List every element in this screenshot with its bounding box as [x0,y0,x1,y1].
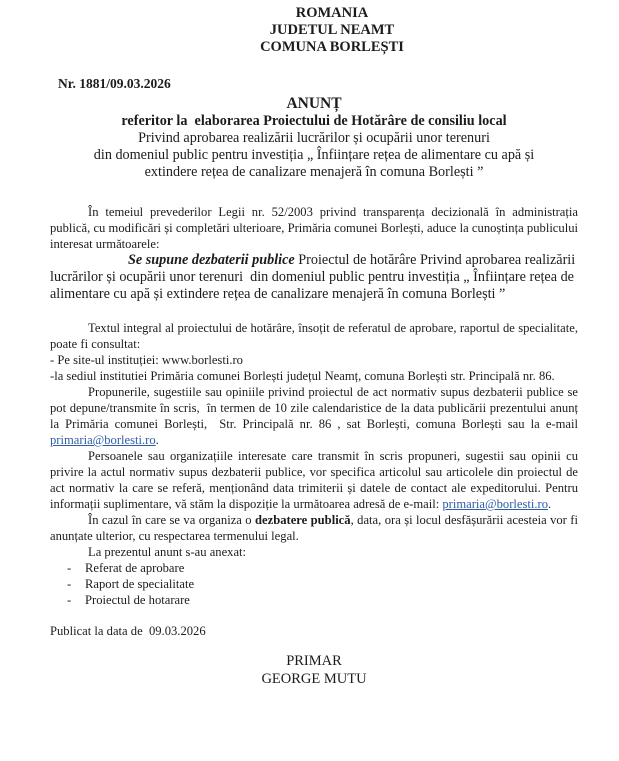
letterhead-county: JUDETUL NEAMT [269,22,395,38]
signature-name: GEORGE MUTU [261,671,367,687]
debate-bold-phrase: dezbatere publică [255,513,351,527]
annex-dash-3: - [67,593,72,607]
consult-address-line: -la sediul institutiei Primăria comunei Borlești județul Neamț, comuna Borlești str. Principală nr. 86. [50,369,555,383]
letterhead-commune: COMUNA BORLEȘTI [260,39,404,55]
email-link-proposals[interactable]: primaria@borlesti.ro [50,433,156,447]
debate-paragraph [50,512,582,544]
proposals-text: Propunerile, sugestiile sau opiniile privind proiectul de act normativ supus dezbaterii publice se pot depune/transmite în scris, în termen de 10 zile calendaristice de la data publicării prezentului anunț la Primăria comunei Borlești, Str. Principală nr. 86 , sat Borlești, comuna Borlești sau la e-mail [50,385,582,431]
consult-site-line: - Pe site-ul instituției: www.borlesti.ro [50,353,243,367]
document-number: Nr. 1881/09.03.2026 [58,76,171,91]
annexes-intro: La prezentul anunt s-au anexat: [88,545,247,559]
annex-item-1 [50,560,578,576]
published-line: Publicat la data de 09.03.2026 [50,624,206,638]
debate-text-after: , data, ora și locul desfășurării acesteia vor fi anunțate ulterior, cu respectarea termenului legal. [50,513,582,543]
intro-paragraph: În temeiul prevederilor Legii nr. 52/2003 privind transparența decizională în administrația publică, cu modificări și completări ulterioare, Primăria comunei Borlești, aduce la cunoștința publicului interesat următoarele: [50,205,582,251]
persons-text: Persoanele sau organizațiile interesate care transmit în scris propuneri, sugestii sau opinii cu privire la actul normativ supus dezbaterii publice, vor specifica articolul sau articolele din proiectul de act normativ la care se referă, menționând data trimiterii și datele de contact ale expeditorului. Pentru informații suplimentare, vă stăm la dispoziție la următoarea adresă de e-mail: [50,449,582,511]
letterhead [68,5,596,56]
proposals-paragraph [50,384,582,448]
annex-dash-1: - [67,561,72,575]
annex-dash-2: - [67,577,72,591]
annex-label-3: Proiectul de hotarare [85,593,190,607]
annex-label-2: Raport de specialitate [85,577,195,591]
submission-paragraph [50,252,578,303]
annex-label-1: Referat de aprobare [85,561,185,575]
persons-paragraph [50,448,582,512]
annex-item-2 [50,576,578,592]
letterhead-country: ROMANIA [295,5,369,21]
signature-block [50,652,578,688]
proposals-period: . [155,433,159,447]
announcement-subtitle: referitor la elaborarea Proiectului de Hotărâre de consiliu local [121,113,507,129]
debate-text-before: În cazul în care se va organiza o [88,513,256,527]
announcement-heading: ANUNȚ [286,95,342,112]
signature-role: PRIMAR [286,653,342,669]
title-line-2: din domeniul public pentru investiția „ Înființare rețea de alimentare cu apă și [93,147,535,163]
title-line-1: Privind aprobarea realizării lucrărilor și ocupării unor terenuri [138,130,490,146]
consult-intro-paragraph: Textul integral al proiectului de hotărâre, însoțit de referatul de aprobare, raportul de specialitate, poate fi consultat: [50,321,582,351]
submission-text: Proiectul de hotărâre Privind aprobarea realizării lucrărilor și ocupării unor terenuri din domeniul public pentru investiția „ Înființare rețea de alimentare cu apă și extindere rețea de canalizare menajeră în comuna Borlești ” [50,252,579,302]
title-line-3: extindere rețea de canalizare menajeră în comuna Borlești ” [144,164,484,180]
email-link-persons[interactable]: primaria@borlesti.ro [442,497,549,511]
annex-item-3 [50,592,578,608]
submission-lead-italic: Se supune dezbaterii publice [128,252,299,268]
persons-period: . [548,497,552,511]
